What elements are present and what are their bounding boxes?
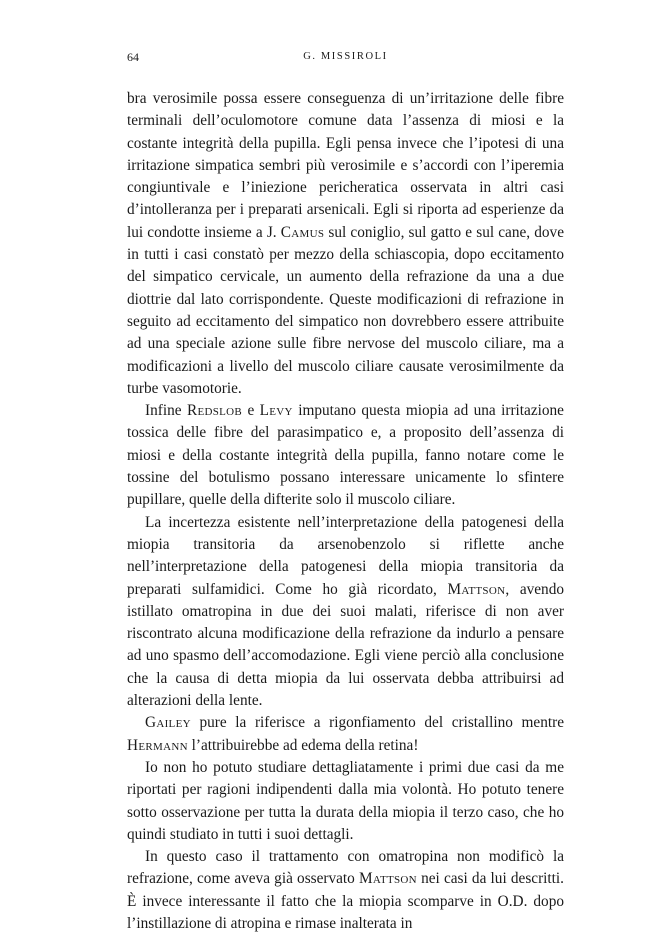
- text-run: bra verosimile possa essere conseguenza di un’irritazione delle fibre terminali dell’oculomotore comune data l’assenza di miosi e la costante integrità della pupilla. Egli pensa invece che l’ipotesi di una irritazione simpatica sembri più verosimile e s’accordi con l’iperemia congiuntivale e l’iniezione pericheratica osservata in altri casi d’intolleranza per i preparati arsenicali. Egli si riporta ad esperienze da lui condotte insieme a J.: [127, 90, 564, 241]
- text-run: l’attribuirebbe ad edema della retina!: [187, 736, 419, 754]
- author-name: Redslob: [186, 402, 243, 420]
- author-name: Hermann: [127, 736, 188, 754]
- text-run: imputano questa miopia ad una irritazione tossica delle fibre del parasimpatico e, a proposito dell’assenza di miosi e della costante integrità della pupilla, fanno notare come le tossine del botulismo possano interessare unicamente lo sfintere pupillare, quelle della difterite solo il muscolo ciliare.: [127, 402, 564, 509]
- paragraph: [127, 400, 564, 511]
- paragraph: [127, 846, 564, 935]
- page-number: 64: [127, 50, 139, 64]
- text-run: In questo caso il trattamento con omatropina non modificò la refrazione, come aveva già osservato: [127, 848, 564, 888]
- paragraph: [127, 757, 564, 846]
- author-name: Mattson: [447, 580, 506, 598]
- author-name: Levy: [259, 402, 293, 420]
- text-run: Infine: [145, 402, 187, 420]
- paragraph: [127, 712, 564, 757]
- text-run: sul coniglio, sul gatto e sul cane, dove in tutti i casi constatò per mezzo della schiascopia, dopo eccitamento del simpatico cervicale, un aumento della refrazione da una a due diottrie dal lato corrispondente. Queste modificazioni di refrazione in seguito ad eccitamento del simpatico non dovrebbero essere attribuite ad una speciale azione sulle fibre nervose del muscolo ciliare, ma a modificazioni a livello del muscolo ciliare causate verosimilmente da turbe vasomotorie.: [127, 223, 564, 397]
- paragraph: [127, 88, 564, 400]
- paragraph: [127, 512, 564, 713]
- text-run: La incertezza esistente nell’interpretazione della patogenesi della miopia transitoria da arsenobenzolo si riflette anche nell’interpretazione della patogenesi della miopia transitoria da preparati sulfamidici. Come ho già ricordato,: [127, 513, 564, 598]
- author-name: Mattson: [359, 870, 417, 888]
- text-run: pure la riferisce a rigonfiamento del cristallino mentre: [190, 714, 564, 732]
- text-run: nei casi da lui descritti. È invece interessante il fatto che la miopia scomparve in O.D. dopo l’instillazione di atropina e rimase inalterata in: [127, 870, 564, 932]
- text-run: e: [242, 402, 260, 420]
- body-text: [127, 88, 564, 935]
- author-name: Camus: [280, 223, 325, 241]
- author-name: Gailey: [145, 714, 191, 732]
- running-head: [127, 50, 564, 66]
- text-run: Io non ho potuto studiare dettagliatamente i primi due casi da me riportati per ragioni indipendenti dalla mia volontà. Ho potuto tenere sotto osservazione per tutta la durata della miopia il terzo caso, che ho quindi studiato in tutti i suoi dettagli.: [127, 758, 564, 843]
- running-title: G. MISSIROLI: [303, 51, 388, 62]
- text-run: , avendo istillato omatropina in due dei suoi malati, riferisce di non aver riscontrato alcuna modificazione della refrazione da indurlo a pensare ad uno spasmo dell’accomodazione. Egli viene perciò alla conclusione che la causa di detta miopia da lui osservata debba attribuirsi ad alterazioni della lente.: [127, 580, 564, 710]
